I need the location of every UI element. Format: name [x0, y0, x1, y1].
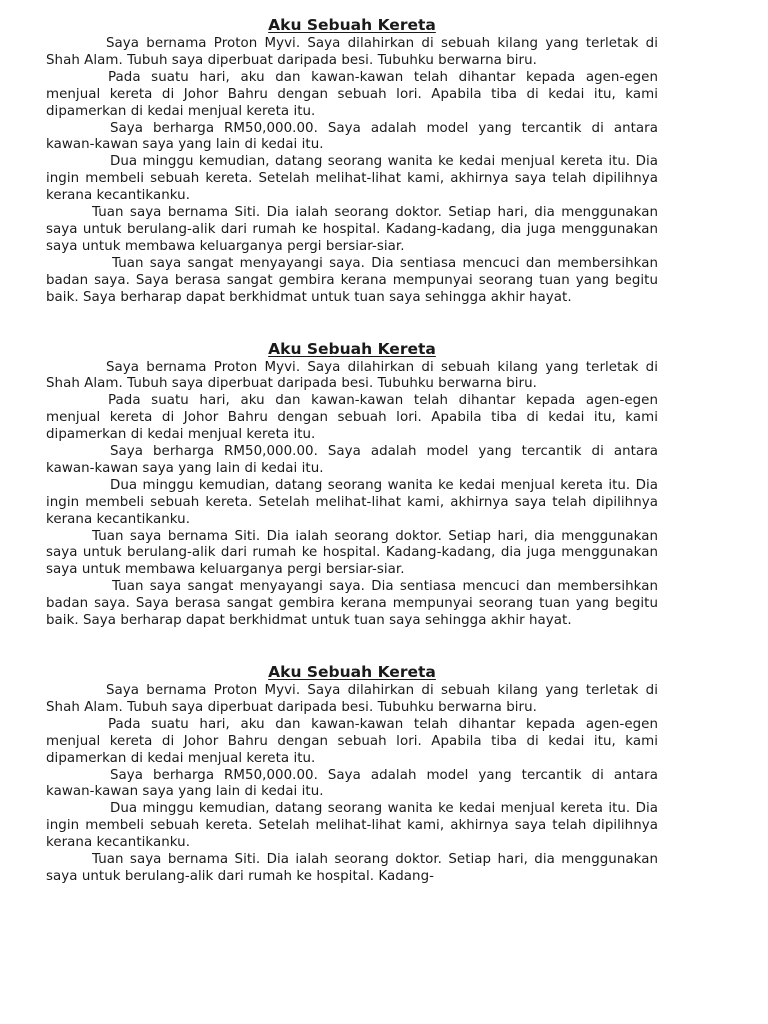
essay — [46, 14, 658, 307]
essay-title: Aku Sebuah Kereta — [268, 339, 436, 358]
document-page — [46, 14, 658, 917]
paragraph: Tuan saya sangat menyayangi saya. Dia sentiasa mencuci dan membersihkan badan saya. Saya berasa sangat gembira kerana mempunyai seorang tuan yang begitu baik. Saya berharap dapat berkhidmat untuk tuan saya sehingga akhir hayat. — [46, 255, 658, 305]
paragraph: Saya bernama Proton Myvi. Saya dilahirkan di sebuah kilang yang terletak di Shah Alam. Tubuh saya diperbuat daripada besi. Tubuhku berwarna biru. — [46, 359, 658, 392]
paragraph: Saya berharga RM50,000.00. Saya adalah model yang tercantik di antara kawan-kawan saya yang lain di kedai itu. — [46, 767, 658, 800]
paragraph: Dua minggu kemudian, datang seorang wanita ke kedai menjual kereta itu. Dia ingin membeli sebuah kereta. Setelah melihat-lihat kami, akhirnya saya telah dipilihnya kerana kecantikanku. — [46, 154, 658, 204]
paragraph: Saya berharga RM50,000.00. Saya adalah model yang tercantik di antara kawan-kawan saya yang lain di kedai itu. — [46, 444, 658, 476]
paragraph: Tuan saya sangat menyayangi saya. Dia sentiasa mencuci dan membersihkan badan saya. Saya berasa sangat gembira kerana mempunyai seorang tuan yang begitu baik. Saya berharap dapat berkhidmat untuk tuan saya sehingga akhir hayat. — [46, 579, 658, 629]
paragraph: Dua minggu kemudian, datang seorang wanita ke kedai menjual kereta itu. Dia ingin membeli sebuah kereta. Setelah melihat-lihat kami, akhirnya saya telah dipilihnya kerana kecantikanku. — [46, 801, 658, 851]
paragraph: Pada suatu hari, aku dan kawan-kawan telah dihantar kepada agen-egen menjual kereta di Johor Bahru dengan sebuah lori. Apabila tiba di kedai itu, kami dipamerkan di kedai menjual kereta itu. — [46, 393, 658, 443]
paragraph: Tuan saya bernama Siti. Dia ialah seorang doktor. Setiap hari, dia menggunakan saya untuk berulang-alik dari rumah ke hospital. Kadang-kadang, dia juga menggunakan saya untuk membawa keluarganya pergi bersiar-siar. — [46, 528, 658, 578]
essay-title: Aku Sebuah Kereta — [268, 16, 436, 34]
essay — [46, 338, 658, 631]
paragraph: Pada suatu hari, aku dan kawan-kawan telah dihantar kepada agen-egen menjual kereta di Johor Bahru dengan sebuah lori. Apabila tiba di kedai itu, kami dipamerkan di kedai menjual kereta itu. — [46, 69, 658, 119]
paragraph: Dua minggu kemudian, datang seorang wanita ke kedai menjual kereta itu. Dia ingin membeli sebuah kereta. Setelah melihat-lihat kami, akhirnya saya telah dipilihnya kerana kecantikanku. — [46, 477, 658, 527]
paragraph: Pada suatu hari, aku dan kawan-kawan telah dihantar kepada agen-egen menjual kereta di Johor Bahru dengan sebuah lori. Apabila tiba di kedai itu, kami dipamerkan di kedai menjual kereta itu. — [46, 716, 658, 766]
paragraph: Saya berharga RM50,000.00. Saya adalah model yang tercantik di antara kawan-kawan saya yang lain di kedai itu. — [46, 120, 658, 153]
paragraph: Tuan saya bernama Siti. Dia ialah seorang doktor. Setiap hari, dia menggunakan saya untuk berulang-alik dari rumah ke hospital. Kadang- — [46, 852, 658, 884]
paragraph: Saya bernama Proton Myvi. Saya dilahirkan di sebuah kilang yang terletak di Shah Alam. Tubuh saya diperbuat daripada besi. Tubuhku berwarna biru. — [46, 683, 658, 715]
paragraph: Tuan saya bernama Siti. Dia ialah seorang doktor. Setiap hari, dia menggunakan saya untuk berulang-alik dari rumah ke hospital. Kadang-kadang, dia juga menggunakan saya untuk membawa keluarganya pergi bersiar-siar. — [46, 205, 658, 254]
essay-title: Aku Sebuah Kereta — [268, 663, 436, 681]
essay — [46, 661, 658, 886]
paragraph: Saya bernama Proton Myvi. Saya dilahirkan di sebuah kilang yang terletak di Shah Alam. Tubuh saya diperbuat daripada besi. Tubuhku berwarna biru. — [46, 36, 658, 68]
